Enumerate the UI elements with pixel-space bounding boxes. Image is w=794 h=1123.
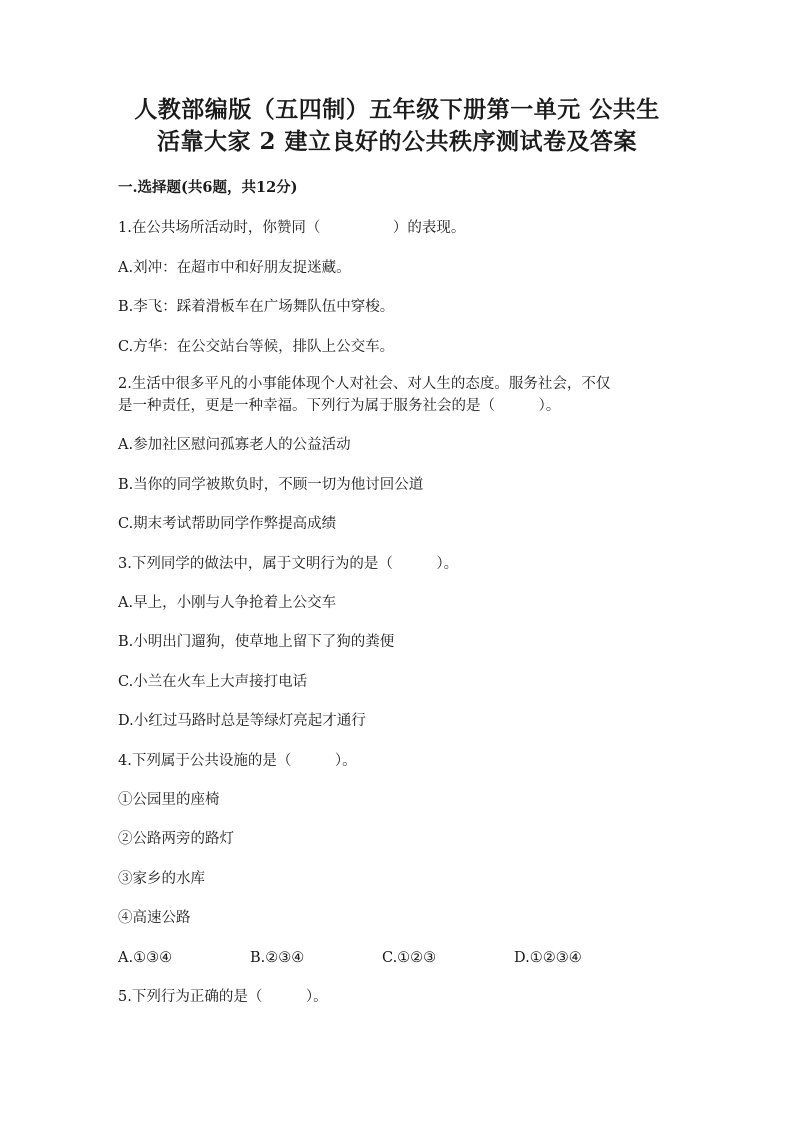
question-4-item-3: ③家乡的水库 <box>118 871 205 887</box>
question-2-option-b: B.当你的同学被欺负时，不顾一切为他讨回公道 <box>118 477 424 493</box>
question-3-stem: 3.下列同学的做法中，属于文明行为的是（ ）。 <box>118 556 459 572</box>
question-4-option-c: C.①②③ <box>382 950 437 966</box>
question-3-option-b: B.小明出门遛狗，使草地上留下了狗的粪便 <box>118 634 395 650</box>
question-2-stem-line-2: 是一种责任，更是一种幸福。下列行为属于服务社会的是（ ）。 <box>118 398 561 414</box>
question-2-stem-line-1: 2.生活中很多平凡的小事能体现个人对社会、对人生的态度。服务社会，不仅 <box>118 376 611 392</box>
question-2-option-a: A.参加社区慰问孤寡老人的公益活动 <box>118 437 351 453</box>
page-title-line-2: 活靠大家 2 建立良好的公共秩序测试卷及答案 <box>156 128 638 155</box>
question-4-option-b: B.②③④ <box>250 950 305 966</box>
question-1-option-c: C.方华：在公交站台等候，排队上公交车。 <box>118 339 395 355</box>
question-1-option-b: B.李飞：踩着滑板车在广场舞队伍中穿梭。 <box>118 299 395 315</box>
question-4-stem: 4.下列属于公共设施的是（ ）。 <box>118 753 357 769</box>
page-title <box>118 94 676 158</box>
question-3-option-a: A.早上，小刚与人争抢着上公交车 <box>118 595 337 611</box>
question-1-option-a: A.刘冲：在超市中和好朋友捉迷藏。 <box>118 260 351 276</box>
page-title-line-1: 人教部编版（五四制）五年级下册第一单元 公共生 <box>134 96 660 123</box>
question-1-stem: 1.在公共场所活动时，你赞同（ ）的表现。 <box>118 220 466 236</box>
question-4-option-d: D.①②③④ <box>514 950 582 966</box>
question-2-option-c: C.期末考试帮助同学作弊提高成绩 <box>118 516 337 532</box>
question-4-item-4: ④高速公路 <box>118 910 191 926</box>
question-4-options <box>118 948 676 968</box>
question-4-item-2: ②公路两旁的路灯 <box>118 831 234 847</box>
question-5-stem: 5.下列行为正确的是（ ）。 <box>118 989 328 1005</box>
section-heading: 一.选择题(共6题，共12分) <box>118 179 298 196</box>
question-4-item-1: ①公园里的座椅 <box>118 792 220 808</box>
question-4-option-a: A.①③④ <box>118 950 173 966</box>
question-3-option-d: D.小红过马路时总是等绿灯亮起才通行 <box>118 713 366 729</box>
question-3-option-c: C.小兰在火车上大声接打电话 <box>118 674 308 690</box>
